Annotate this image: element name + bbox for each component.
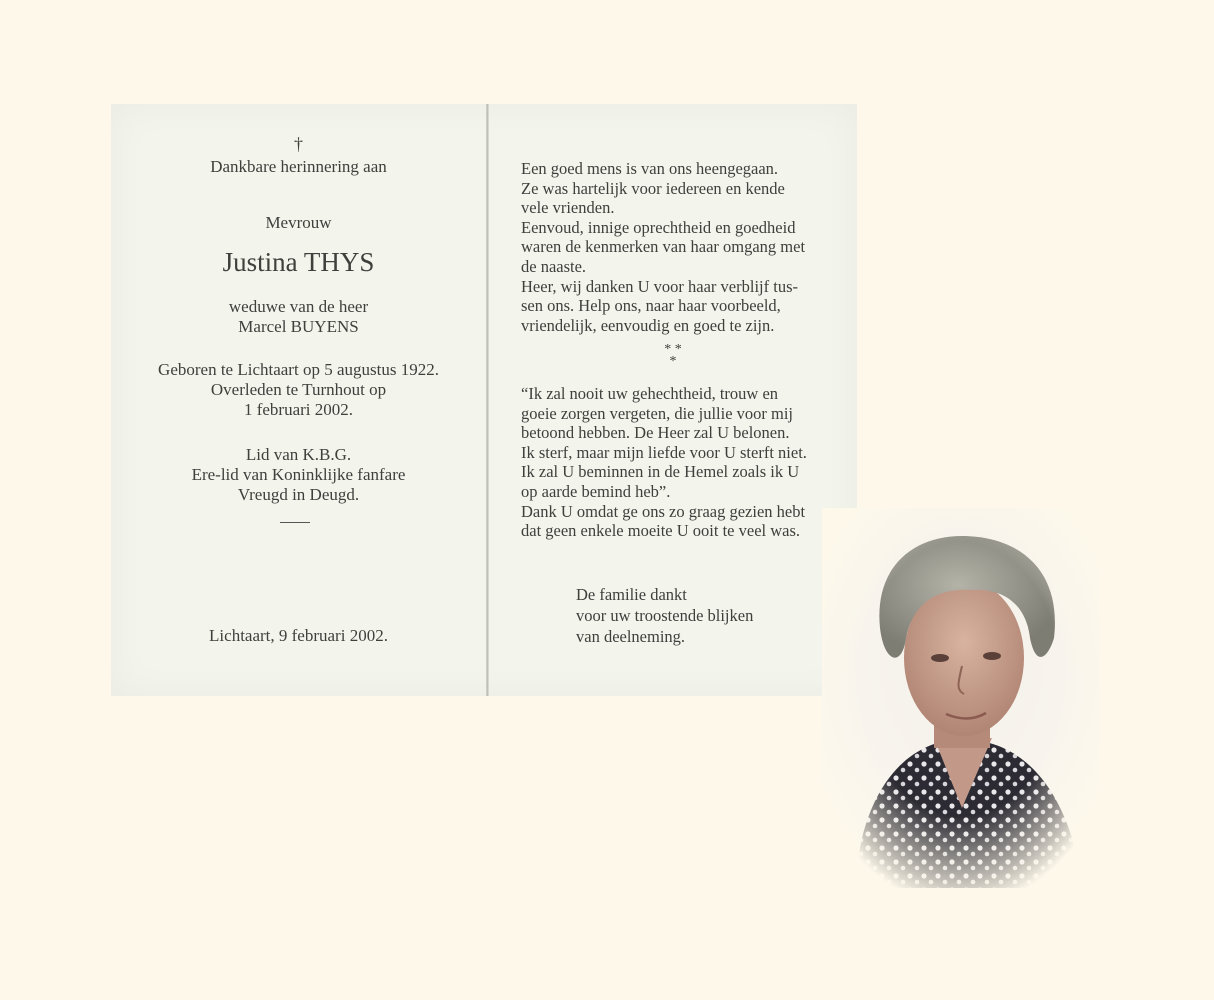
intro-text: Dankbare herinnering aan <box>210 157 387 176</box>
text-line: Ik zal U beminnen in de Hemel zoals ik U <box>521 462 800 482</box>
text-line: dat geen enkele moeite U ooit te veel was. <box>521 521 801 541</box>
star-icon: * <box>674 342 682 357</box>
memorial-card <box>111 104 857 696</box>
text-line: Overleden te Turnhout op <box>210 380 387 399</box>
card-fold <box>486 104 489 696</box>
star-icon: * <box>664 342 672 357</box>
text-line: voor uw troostende blijken <box>576 606 754 625</box>
paragraph-one <box>521 159 825 335</box>
text-line: Ere-lid van Koninklijke fanfare <box>191 465 406 484</box>
text-line: sen ons. Help ons, naar haar voorbeeld, <box>521 296 781 316</box>
text-line: Ik sterf, maar mijn liefde voor U sterft niet. <box>521 442 807 462</box>
paragraph-two <box>521 384 825 541</box>
left-panel <box>111 104 486 696</box>
asterism-ornament <box>521 344 825 368</box>
star-icon: * <box>669 354 677 369</box>
text-line: waren de kenmerken van haar omgang met <box>521 237 806 257</box>
text-line: Ze was hartelijk voor iedereen en kende <box>521 178 785 198</box>
place-date: Lichtaart, 9 februari 2002. <box>209 626 388 645</box>
memberships <box>111 445 486 505</box>
text-line: goeie zorgen vergeten, die jullie voor mij <box>521 403 794 423</box>
honorific: Mevrouw <box>265 213 332 232</box>
text-line: Geboren te Lichtaart op 5 augustus 1922. <box>158 360 439 379</box>
text-line: Dank U omdat ge ons zo graag gezien hebt <box>521 501 806 521</box>
text-line: weduwe van de heer <box>228 297 369 316</box>
divider <box>280 522 310 523</box>
cross-icon: † <box>294 134 303 154</box>
birth-death-dates <box>111 360 486 420</box>
widow-of <box>111 297 486 337</box>
right-panel <box>521 104 825 696</box>
text-line: op aarde bemind heb”. <box>521 481 671 501</box>
text-line: van deelneming. <box>576 627 686 646</box>
text-line: de naaste. <box>521 256 587 276</box>
text-line: 1 februari 2002. <box>243 400 354 419</box>
text-line: Eenvoud, innige oprechtheid en goedheid <box>521 217 796 237</box>
deceased-name: Justina THYS <box>222 247 375 277</box>
text-line: Vreugd in Deugd. <box>237 485 360 504</box>
text-line: Heer, wij danken U voor haar verblijf tus- <box>521 276 798 296</box>
text-line: Lid van K.B.G. <box>245 445 352 464</box>
text-line: De familie dankt <box>576 585 687 604</box>
text-line: “Ik zal nooit uw gehechtheid, trouw en <box>521 384 779 403</box>
text-line: Een goed mens is van ons heengegaan. <box>521 159 779 178</box>
text-line: betoond hebben. De Heer zal U belonen. <box>521 423 790 443</box>
text-line: vriendelijk, eenvoudig en goed te zijn. <box>521 315 775 335</box>
text-line: vele vrienden. <box>521 198 615 218</box>
portrait-photo-icon <box>822 508 1100 888</box>
family-thanks <box>576 584 826 647</box>
text-line: Marcel BUYENS <box>238 317 359 336</box>
